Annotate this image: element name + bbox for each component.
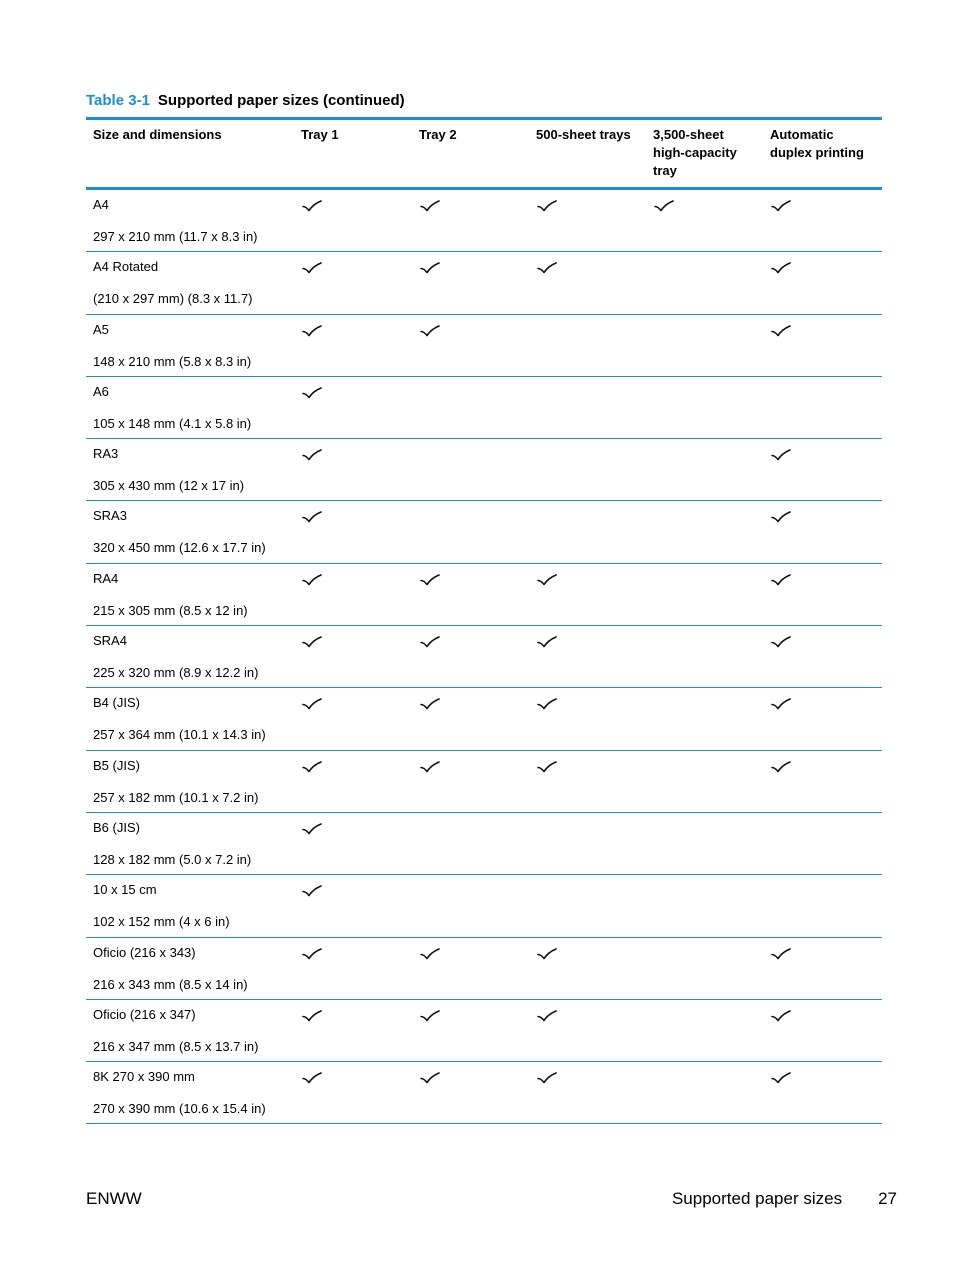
support-cell (294, 688, 412, 749)
paper-size-dimensions: 257 x 364 mm (10.1 x 14.3 in) (93, 727, 266, 743)
paper-size-name: Oficio (216 x 347) (93, 1006, 196, 1022)
checkmark-icon (420, 1071, 440, 1085)
support-cell (412, 875, 529, 936)
support-cell (294, 377, 412, 438)
support-cell (529, 564, 646, 625)
footer-left: ENWW (86, 1189, 142, 1208)
support-cell (646, 1062, 763, 1123)
support-cell (294, 813, 412, 874)
support-cell (412, 688, 529, 749)
size-cell (86, 190, 294, 251)
size-cell (86, 1062, 294, 1123)
checkmark-icon (771, 1009, 791, 1023)
support-cell (763, 501, 882, 562)
paper-size-dimensions: 216 x 343 mm (8.5 x 14 in) (93, 976, 248, 992)
checkmark-icon (302, 1009, 322, 1023)
paper-size-name: A4 Rotated (93, 259, 159, 275)
paper-size-dimensions: 270 x 390 mm (10.6 x 15.4 in) (93, 1101, 266, 1117)
support-cell (529, 813, 646, 874)
paper-size-dimensions: 128 x 182 mm (5.0 x 7.2 in) (93, 851, 252, 867)
support-cell (763, 626, 882, 687)
paper-size-name: SRA4 (93, 633, 127, 649)
checkmark-icon (537, 635, 557, 649)
support-cell (294, 501, 412, 562)
paper-size-dimensions: 297 x 210 mm (11.7 x 8.3 in) (93, 229, 258, 244)
support-cell (294, 1000, 412, 1061)
checkmark-icon (537, 1071, 557, 1085)
checkmark-icon (771, 199, 791, 213)
table-row (86, 938, 882, 1000)
support-cell (412, 564, 529, 625)
support-cell (529, 315, 646, 376)
size-cell (86, 813, 294, 874)
table-title: Supported paper sizes (continued) (157, 92, 405, 109)
support-cell (763, 938, 882, 999)
size-cell (86, 626, 294, 687)
checkmark-icon (771, 448, 791, 462)
table-row (86, 190, 882, 252)
checkmark-icon (537, 760, 557, 774)
paper-size-name: 10 x 15 cm (93, 882, 157, 898)
support-cell (763, 439, 882, 500)
size-cell (86, 564, 294, 625)
support-cell (294, 938, 412, 999)
support-cell (763, 875, 882, 936)
support-cell (412, 377, 529, 438)
checkmark-icon (302, 697, 322, 711)
support-cell (294, 1062, 412, 1123)
support-cell (412, 626, 529, 687)
table-row (86, 813, 882, 875)
checkmark-icon (302, 510, 322, 524)
paper-size-name: A6 (93, 383, 109, 399)
support-cell (646, 813, 763, 874)
support-cell (646, 1000, 763, 1061)
support-cell (646, 688, 763, 749)
checkmark-icon (302, 947, 322, 961)
support-cell (529, 626, 646, 687)
checkmark-icon (771, 324, 791, 338)
checkmark-icon (420, 1009, 440, 1023)
size-cell (86, 751, 294, 812)
support-cell (646, 751, 763, 812)
paper-size-name: RA3 (93, 446, 119, 462)
paper-size-dimensions: 216 x 347 mm (8.5 x 13.7 in) (93, 1038, 259, 1054)
checkmark-icon (302, 386, 322, 400)
paper-size-dimensions: 105 x 148 mm (4.1 x 5.8 in) (93, 415, 252, 431)
footer-section: Supported paper sizes (671, 1189, 843, 1208)
checkmark-icon (302, 1071, 322, 1085)
header-3500-sheet-tray: 3,500-sheet high-capacity tray (653, 127, 737, 178)
support-cell (412, 751, 529, 812)
checkmark-icon (537, 573, 557, 587)
checkmark-icon (302, 884, 322, 898)
header-tray-1: Tray 1 (301, 127, 339, 142)
paper-size-name: B4 (JIS) (93, 695, 140, 711)
paper-size-name: Oficio (216 x 343) (93, 944, 196, 960)
size-cell (86, 501, 294, 562)
checkmark-icon (420, 261, 440, 275)
checkmark-icon (302, 573, 322, 587)
checkmark-icon (302, 822, 322, 836)
support-cell (294, 875, 412, 936)
size-cell (86, 688, 294, 749)
checkmark-icon (302, 261, 322, 275)
support-cell (763, 813, 882, 874)
support-cell (646, 938, 763, 999)
header-tray-2: Tray 2 (419, 127, 457, 142)
paper-size-dimensions: 305 x 430 mm (12 x 17 in) (93, 478, 245, 494)
table-row (86, 751, 882, 813)
paper-size-name: A5 (93, 321, 109, 337)
footer-right (672, 1189, 897, 1209)
support-cell (763, 1062, 882, 1123)
table-row (86, 875, 882, 937)
header-size-and-dimensions: Size and dimensions (93, 127, 222, 142)
support-cell (646, 439, 763, 500)
checkmark-icon (771, 573, 791, 587)
support-cell (529, 501, 646, 562)
support-cell (763, 751, 882, 812)
size-cell (86, 315, 294, 376)
support-cell (646, 190, 763, 251)
checkmark-icon (420, 199, 440, 213)
table-row (86, 315, 882, 377)
support-cell (646, 875, 763, 936)
checkmark-icon (537, 1009, 557, 1023)
checkmark-icon (771, 635, 791, 649)
paper-size-name: B5 (JIS) (93, 757, 140, 773)
support-cell (412, 501, 529, 562)
checkmark-icon (420, 760, 440, 774)
paper-size-name: SRA3 (93, 508, 127, 524)
support-cell (412, 315, 529, 376)
table-caption (86, 92, 405, 109)
support-cell (763, 315, 882, 376)
support-cell (646, 626, 763, 687)
header-500-sheet-trays: 500-sheet trays (536, 127, 631, 142)
checkmark-icon (771, 510, 791, 524)
checkmark-icon (537, 199, 557, 213)
support-cell (294, 564, 412, 625)
table-row (86, 626, 882, 688)
header-automatic-duplex: Automatic duplex printing (770, 127, 864, 160)
support-cell (294, 190, 412, 251)
paper-size-name: RA4 (93, 570, 119, 586)
checkmark-icon (420, 697, 440, 711)
checkmark-icon (420, 635, 440, 649)
support-cell (529, 688, 646, 749)
table-row (86, 1062, 882, 1124)
support-cell (294, 439, 412, 500)
checkmark-icon (302, 199, 322, 213)
support-cell (529, 1062, 646, 1123)
checkmark-icon (420, 324, 440, 338)
checkmark-icon (302, 324, 322, 338)
support-cell (529, 377, 646, 438)
support-cell (412, 252, 529, 313)
table-row (86, 564, 882, 626)
checkmark-icon (302, 448, 322, 462)
checkmark-icon (302, 635, 322, 649)
size-cell (86, 1000, 294, 1061)
checkmark-icon (302, 760, 322, 774)
support-cell (763, 252, 882, 313)
table-row (86, 688, 882, 750)
paper-size-name: B6 (JIS) (93, 819, 140, 835)
support-cell (763, 688, 882, 749)
size-cell (86, 875, 294, 936)
support-cell (646, 315, 763, 376)
support-cell (646, 377, 763, 438)
support-cell (412, 813, 529, 874)
support-cell (412, 439, 529, 500)
support-cell (763, 377, 882, 438)
support-cell (294, 626, 412, 687)
checkmark-icon (771, 1071, 791, 1085)
support-cell (529, 938, 646, 999)
table-row (86, 377, 882, 439)
support-cell (646, 564, 763, 625)
paper-size-dimensions: 215 x 305 mm (8.5 x 12 in) (93, 602, 248, 618)
checkmark-icon (654, 199, 674, 213)
size-cell (86, 439, 294, 500)
paper-size-name: A4 (93, 197, 109, 212)
paper-size-dimensions: 102 x 152 mm (4 x 6 in) (93, 914, 230, 930)
checkmark-icon (771, 261, 791, 275)
support-cell (763, 190, 882, 251)
table-body (86, 190, 882, 1124)
table-row (86, 439, 882, 501)
support-cell (294, 252, 412, 313)
paper-size-dimensions: 257 x 182 mm (10.1 x 7.2 in) (93, 789, 259, 805)
table-row (86, 252, 882, 314)
table-number: Table 3-1 (86, 92, 150, 109)
size-cell (86, 252, 294, 313)
page-number: 27 (878, 1189, 897, 1208)
support-cell (763, 564, 882, 625)
support-cell (412, 190, 529, 251)
size-cell (86, 938, 294, 999)
support-cell (294, 315, 412, 376)
checkmark-icon (537, 697, 557, 711)
paper-size-dimensions: 225 x 320 mm (8.9 x 12.2 in) (93, 665, 259, 681)
paper-size-name: 8K 270 x 390 mm (93, 1069, 195, 1085)
table-header (86, 120, 882, 190)
checkmark-icon (771, 947, 791, 961)
support-cell (412, 1062, 529, 1123)
table-row (86, 1000, 882, 1062)
support-cell (529, 1000, 646, 1061)
paper-size-dimensions: 148 x 210 mm (5.8 x 8.3 in) (93, 353, 252, 369)
checkmark-icon (420, 947, 440, 961)
checkmark-icon (420, 573, 440, 587)
support-cell (529, 439, 646, 500)
support-cell (763, 1000, 882, 1061)
support-cell (412, 1000, 529, 1061)
support-cell (412, 938, 529, 999)
support-cell (529, 751, 646, 812)
table-row (86, 501, 882, 563)
support-cell (529, 252, 646, 313)
support-cell (646, 252, 763, 313)
support-cell (646, 501, 763, 562)
support-cell (529, 875, 646, 936)
support-cell (294, 751, 412, 812)
checkmark-icon (537, 261, 557, 275)
support-cell (529, 190, 646, 251)
paper-size-dimensions: 320 x 450 mm (12.6 x 17.7 in) (93, 540, 266, 556)
paper-size-dimensions: (210 x 297 mm) (8.3 x 11.7) (93, 291, 253, 307)
checkmark-icon (771, 760, 791, 774)
size-cell (86, 377, 294, 438)
checkmark-icon (537, 947, 557, 961)
paper-sizes-table (86, 117, 882, 1124)
checkmark-icon (771, 697, 791, 711)
